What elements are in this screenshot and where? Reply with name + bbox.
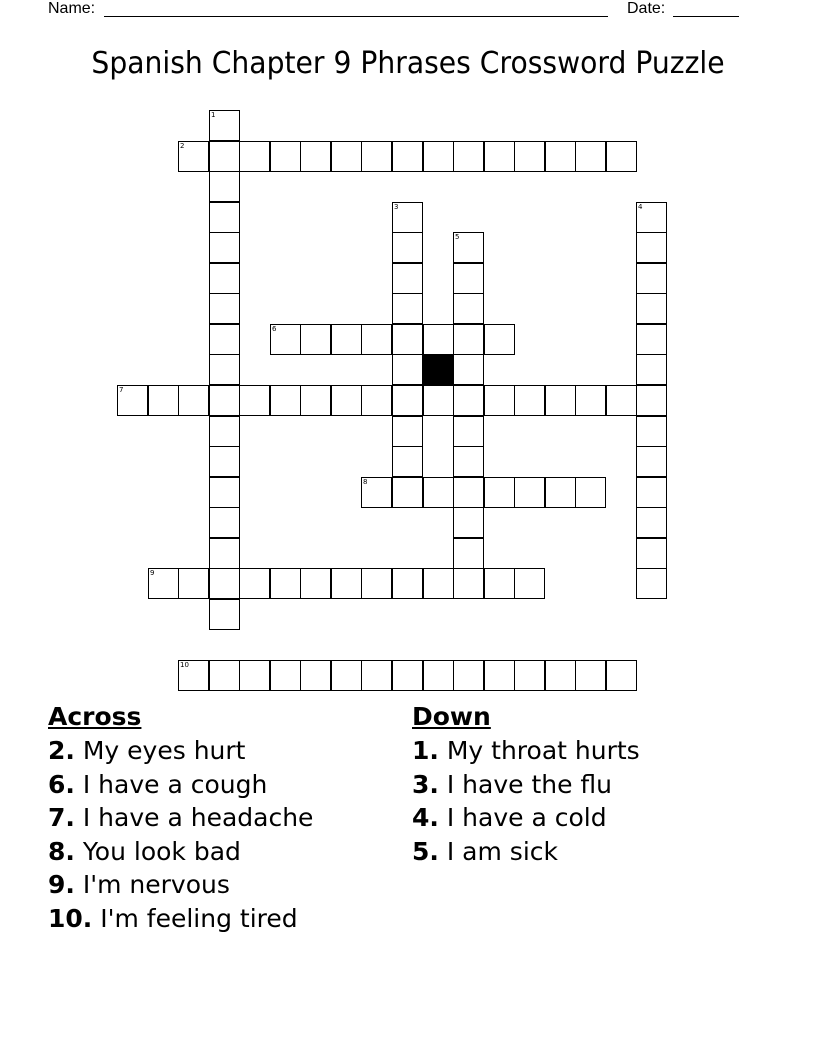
clue-number: 8 — [363, 478, 368, 486]
clue-number: 3 — [394, 203, 399, 211]
clue-number: 5 — [455, 233, 460, 241]
clue-number: 2 — [180, 142, 185, 150]
clue-number-label: 2. — [48, 736, 75, 765]
grid-cell[interactable] — [117, 385, 148, 416]
clue-text: I have a cough — [74, 769, 268, 799]
grid-cell[interactable] — [484, 568, 515, 599]
grid-cell[interactable] — [331, 568, 362, 599]
grid-cell[interactable] — [178, 568, 209, 599]
grid-cell[interactable] — [453, 232, 484, 263]
clue-number: 9 — [150, 569, 155, 577]
down-clue — [412, 801, 640, 835]
clue-number-label: 8. — [48, 836, 75, 866]
down-clue-list — [412, 734, 640, 868]
grid-cell[interactable] — [453, 385, 484, 416]
grid-cell[interactable] — [423, 385, 454, 416]
across-clue — [48, 734, 313, 768]
across-clue — [48, 868, 313, 902]
grid-cell[interactable] — [392, 660, 423, 691]
grid-cell[interactable] — [484, 324, 515, 355]
grid-cell[interactable] — [453, 477, 484, 508]
grid-cell[interactable] — [361, 324, 392, 355]
across-heading: Across — [48, 702, 142, 731]
grid-cell[interactable] — [361, 660, 392, 691]
grid-cell[interactable] — [209, 446, 240, 477]
grid-cell[interactable] — [545, 660, 576, 691]
grid-cell[interactable] — [270, 660, 301, 691]
grid-cell[interactable] — [209, 416, 240, 447]
grid-cell[interactable] — [209, 202, 240, 233]
clue-text: I have a cold — [438, 803, 607, 832]
grid-cell[interactable] — [453, 354, 484, 385]
grid-cell[interactable] — [209, 507, 240, 538]
grid-cell[interactable] — [484, 385, 515, 416]
grid-cell[interactable] — [300, 324, 331, 355]
clue-text: I am sick — [438, 836, 558, 866]
clue-number: 1 — [211, 111, 216, 119]
grid-cell[interactable] — [148, 568, 179, 599]
clue-number-label: 1. — [412, 736, 439, 765]
grid-cell[interactable] — [209, 141, 240, 172]
grid-cell[interactable] — [209, 599, 240, 630]
grid-cell[interactable] — [392, 385, 423, 416]
grid-cell[interactable] — [209, 538, 240, 569]
clue-number: 6 — [272, 325, 277, 333]
clue-number-label: 5. — [412, 836, 439, 866]
grid-cell[interactable] — [300, 385, 331, 416]
grid-cell[interactable] — [545, 477, 576, 508]
grid-cell[interactable] — [514, 477, 545, 508]
grid-cell[interactable] — [209, 263, 240, 294]
grid-cell[interactable] — [178, 660, 209, 691]
grid-cell[interactable] — [270, 141, 301, 172]
grid-cell[interactable] — [636, 538, 667, 569]
across-clues — [48, 700, 313, 935]
grid-cell[interactable] — [392, 202, 423, 233]
grid-cell[interactable] — [300, 660, 331, 691]
grid-cell[interactable] — [423, 477, 454, 508]
grid-cell[interactable] — [514, 141, 545, 172]
grid-cell[interactable] — [636, 354, 667, 385]
grid-cell[interactable] — [453, 660, 484, 691]
grid-cell[interactable] — [300, 568, 331, 599]
grid-cell[interactable] — [209, 568, 240, 599]
page-title: Spanish Chapter 9 Phrases Crossword Puzzle — [91, 46, 725, 81]
grid-cell[interactable] — [636, 568, 667, 599]
across-clue — [48, 835, 313, 869]
grid-cell[interactable] — [300, 141, 331, 172]
grid-cell[interactable] — [606, 385, 637, 416]
grid-cell[interactable] — [331, 324, 362, 355]
grid-cell[interactable] — [392, 446, 423, 477]
down-clues — [412, 700, 640, 868]
grid-cell[interactable] — [209, 171, 240, 202]
grid-cell[interactable] — [209, 232, 240, 263]
grid-cell[interactable] — [239, 568, 270, 599]
grid-cell[interactable] — [453, 507, 484, 538]
grid-cell[interactable] — [270, 385, 301, 416]
grid-cell[interactable] — [209, 660, 240, 691]
clue-number: 4 — [638, 203, 643, 211]
grid-cell[interactable] — [178, 141, 209, 172]
grid-cell[interactable] — [392, 477, 423, 508]
clue-number-label: 7. — [48, 803, 75, 832]
grid-cell[interactable] — [361, 141, 392, 172]
down-clue — [412, 835, 640, 869]
grid-cell[interactable] — [423, 660, 454, 691]
grid-cell[interactable] — [331, 660, 362, 691]
grid-cell[interactable] — [270, 324, 301, 355]
grid-cell[interactable] — [361, 568, 392, 599]
grid-cell[interactable] — [453, 446, 484, 477]
grid-cell[interactable] — [514, 660, 545, 691]
grid-cell[interactable] — [392, 141, 423, 172]
grid-cell[interactable] — [392, 232, 423, 263]
clue-text: I'm nervous — [74, 870, 230, 899]
grid-cell[interactable] — [636, 232, 667, 263]
grid-cell[interactable] — [209, 385, 240, 416]
grid-cell[interactable] — [423, 568, 454, 599]
grid-cell[interactable] — [209, 324, 240, 355]
grid-cell[interactable] — [636, 446, 667, 477]
grid-cell[interactable] — [636, 507, 667, 538]
grid-cell[interactable] — [453, 324, 484, 355]
grid-cell[interactable] — [178, 385, 209, 416]
across-clue-list — [48, 734, 313, 935]
clue-text: I have the flu — [438, 769, 613, 799]
grid-cell[interactable] — [545, 141, 576, 172]
across-clue — [48, 902, 313, 936]
grid-cell[interactable] — [636, 385, 667, 416]
grid-cell[interactable] — [453, 538, 484, 569]
grid-cell[interactable] — [514, 385, 545, 416]
clue-number: 7 — [119, 386, 124, 394]
grid-cell[interactable] — [484, 477, 515, 508]
grid-cell[interactable] — [392, 416, 423, 447]
grid-cell[interactable] — [606, 141, 637, 172]
clue-text: I'm feeling tired — [92, 903, 298, 933]
grid-cell[interactable] — [636, 477, 667, 508]
grid-cell[interactable] — [331, 385, 362, 416]
grid-cell[interactable] — [270, 568, 301, 599]
grid-cell[interactable] — [453, 293, 484, 324]
date-label: Date: — [627, 0, 666, 17]
grid-cell[interactable] — [392, 568, 423, 599]
across-clue — [48, 801, 313, 835]
grid-cell[interactable] — [209, 110, 240, 141]
grid-cell[interactable] — [453, 416, 484, 447]
black-square — [423, 354, 454, 385]
grid-cell[interactable] — [392, 293, 423, 324]
grid-cell[interactable] — [423, 141, 454, 172]
grid-cell[interactable] — [484, 660, 515, 691]
grid-cell[interactable] — [209, 293, 240, 324]
grid-cell[interactable] — [636, 263, 667, 294]
grid-cell[interactable] — [209, 477, 240, 508]
grid-cell[interactable] — [453, 263, 484, 294]
grid-cell[interactable] — [392, 263, 423, 294]
clue-number-label: 4. — [412, 803, 439, 832]
grid-cell[interactable] — [361, 385, 392, 416]
down-clue — [412, 734, 640, 768]
grid-cell[interactable] — [392, 354, 423, 385]
clue-number-label: 9. — [48, 870, 75, 899]
clue-number: 10 — [180, 661, 189, 669]
grid-cell[interactable] — [331, 141, 362, 172]
grid-cell[interactable] — [239, 660, 270, 691]
grid-cell[interactable] — [514, 568, 545, 599]
grid-cell[interactable] — [239, 141, 270, 172]
down-heading: Down — [412, 702, 491, 731]
across-clue — [48, 768, 313, 802]
clue-number-label: 3. — [412, 769, 439, 799]
grid-cell[interactable] — [453, 141, 484, 172]
grid-cell[interactable] — [636, 324, 667, 355]
grid-cell[interactable] — [575, 660, 606, 691]
grid-cell[interactable] — [545, 385, 576, 416]
name-label: Name: — [48, 0, 96, 17]
grid-cell[interactable] — [423, 324, 454, 355]
clue-number-label: 10. — [48, 903, 93, 933]
down-clue — [412, 768, 640, 802]
grid-cell[interactable] — [148, 385, 179, 416]
clue-text: My eyes hurt — [74, 736, 246, 765]
clue-number-label: 6. — [48, 769, 75, 799]
grid-cell[interactable] — [575, 477, 606, 508]
grid-cell[interactable] — [606, 660, 637, 691]
grid-cell[interactable] — [636, 416, 667, 447]
clue-text: I have a headache — [74, 803, 314, 832]
grid-cell[interactable] — [484, 141, 515, 172]
grid-cell[interactable] — [239, 385, 270, 416]
grid-cell[interactable] — [453, 568, 484, 599]
grid-cell[interactable] — [575, 141, 606, 172]
grid-cell[interactable] — [209, 354, 240, 385]
grid-cell[interactable] — [636, 202, 667, 233]
grid-cell[interactable] — [392, 324, 423, 355]
grid-cell[interactable] — [636, 293, 667, 324]
clue-text: My throat hurts — [438, 736, 640, 765]
clue-text: You look bad — [74, 836, 241, 866]
grid-cell[interactable] — [575, 385, 606, 416]
grid-cell[interactable] — [361, 477, 392, 508]
